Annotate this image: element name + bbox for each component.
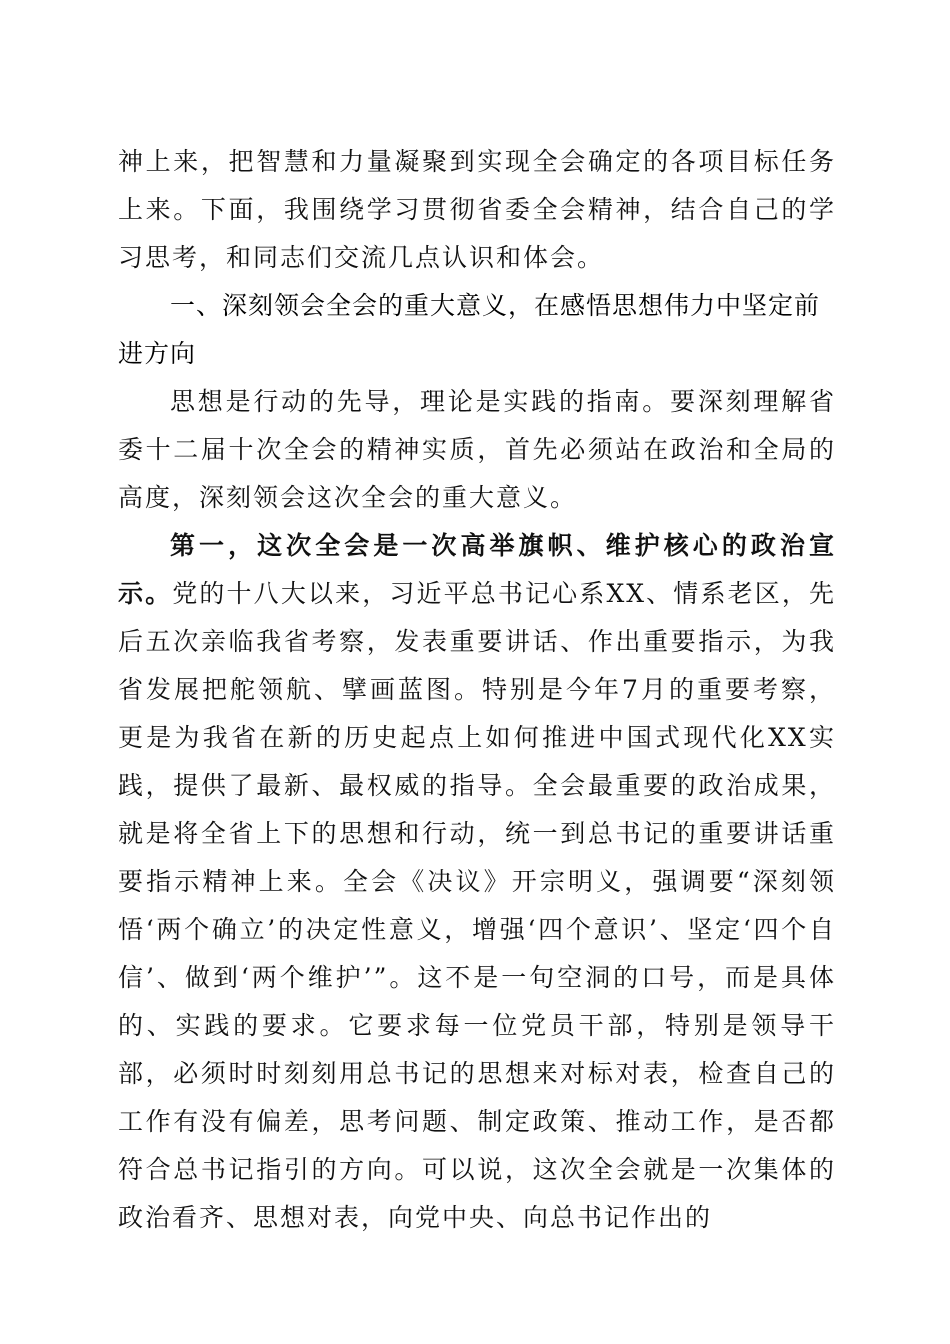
- point-1-body: 党的十八大以来，习近平总书记心系XX、情系老区，先后五次亲临我省考察，发表重要讲话、作出重要指示，为我省发展把舵领航、擘画蓝图。特别是今年7月的重要考察，更是为我省在新的历史起点上如何推进中国式现代化XX实践，提供了最新、最权威的指导。全会最重要的政治成果，就是将全省上下的思想和行动，统一到总书记的重要讲话重要指示精神上来。全会《决议》开宗明义，强调要“深刻领悟‘两个确立’的决定性意义，增强‘四个意识’、坚定‘四个自信’、做到‘两个维护’”。这不是一句空洞的口号，而是具体的、实践的要求。它要求每一位党员干部，特别是领导干部，必须时时刻刻用总书记的思想来对标对表，检查自己的工作有没有偏差，思考问题、制定政策、推动工作，是否都符合总书记指引的方向。可以说，这次全会就是一次集体的政治看齐、思想对表，向党中央、向总书记作出的: [118, 579, 836, 1232]
- point-1-paragraph: [118, 522, 836, 1242]
- opening-paragraph: 神上来，把智慧和力量凝聚到实现全会确定的各项目标任务上来。下面，我围绕学习贯彻省委全会精神，结合自己的学习思考，和同志们交流几点认识和体会。: [118, 147, 836, 272]
- document-page: [118, 138, 836, 1242]
- section-1-heading: 一、深刻领会全会的重大意义，在感悟思想伟力中坚定前进方向: [118, 291, 821, 368]
- section-1-intro: 思想是行动的先导，理论是实践的指南。要深刻理解省委十二届十次全会的精神实质，首先必须站在政治和全局的高度，深刻领会这次全会的重大意义。: [118, 387, 836, 512]
- point-1-lead: 第一，这次全会是一次高举旗帜、维护核心的政治宣示。: [118, 531, 836, 608]
